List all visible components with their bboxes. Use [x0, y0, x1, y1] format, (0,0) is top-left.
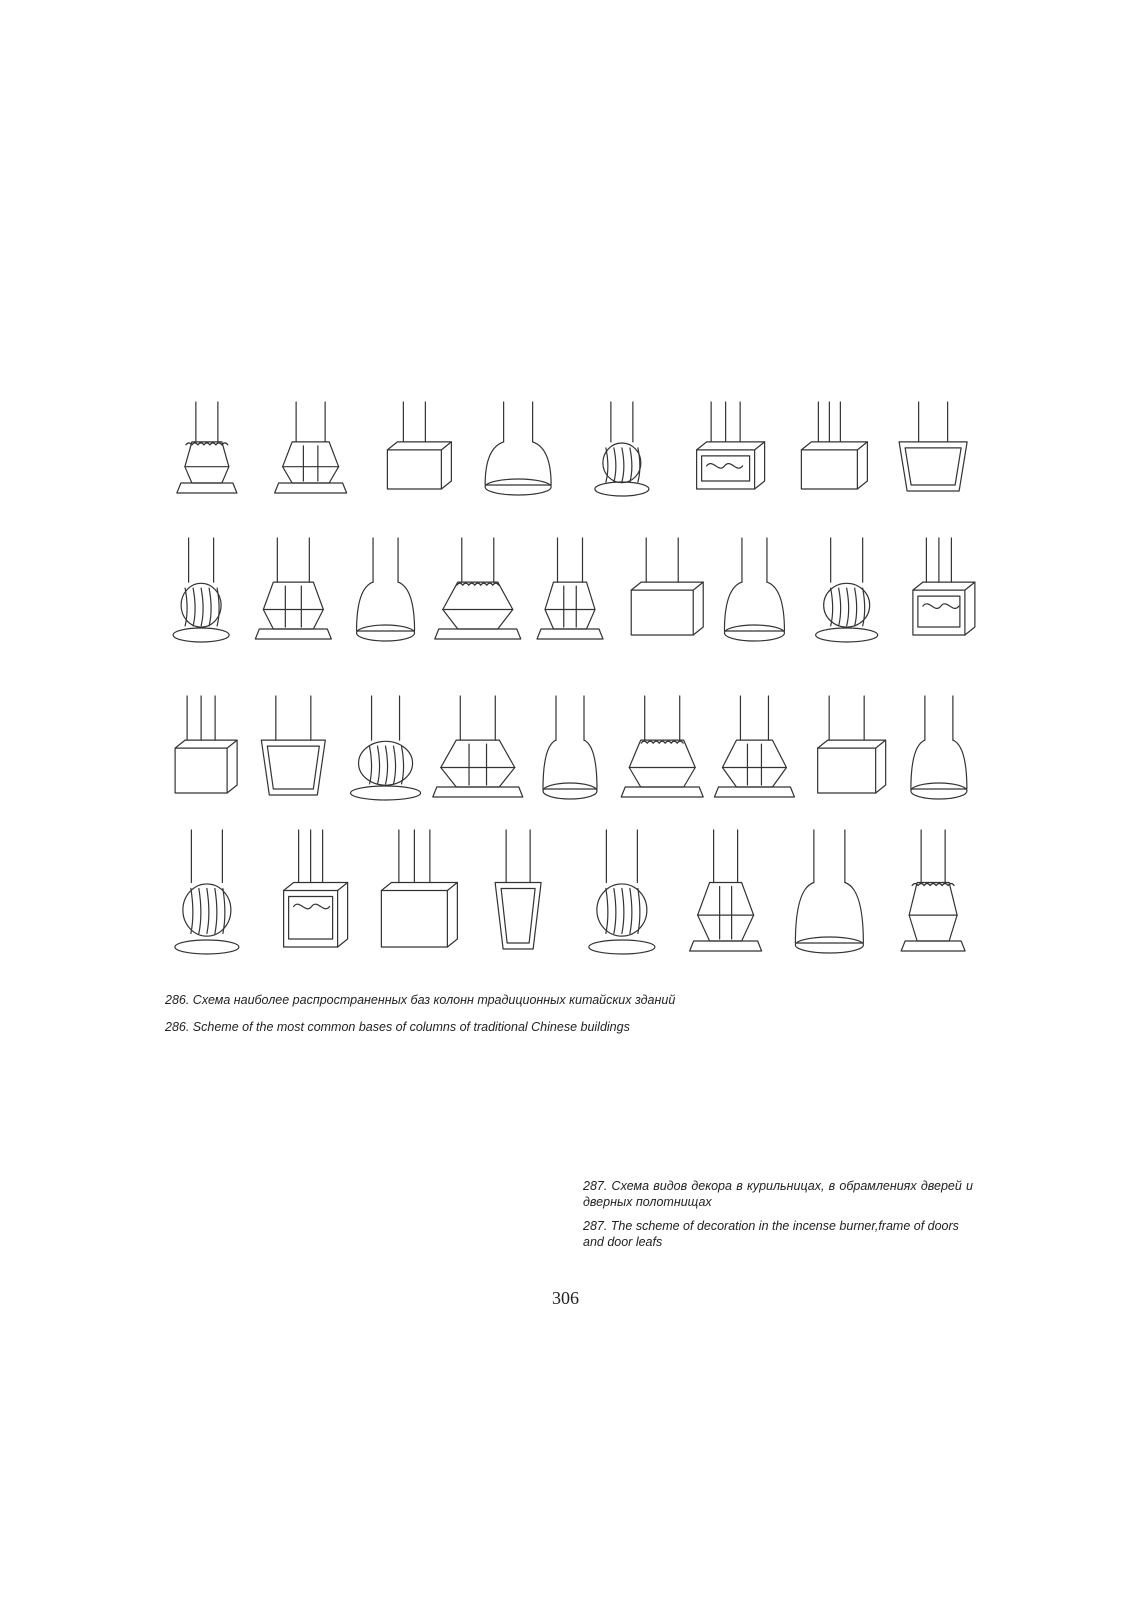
column-base-item	[357, 538, 415, 641]
figure-287-caption-en: 287. The scheme of decoration in the incense burner,frame of doors and door leafs	[583, 1219, 959, 1249]
column-base-item	[724, 538, 784, 641]
column-base-item	[537, 538, 603, 639]
column-base-item	[433, 696, 523, 797]
column-base-item	[801, 402, 867, 489]
column-bases-drawing	[155, 398, 985, 988]
column-base-item	[173, 538, 229, 642]
column-base-item	[621, 696, 703, 797]
column-bases-figure	[155, 398, 985, 988]
column-base-item	[714, 696, 794, 797]
column-base-item	[255, 538, 331, 639]
column-base-item	[795, 830, 863, 953]
column-base-item	[177, 402, 237, 493]
figure-286-caption-ru: 286. Схема наиболее распространенных баз колонн традиционных китайских зданий	[165, 993, 676, 1007]
column-base-item	[690, 830, 762, 951]
column-base-item	[275, 402, 347, 493]
page-number: 306	[552, 1288, 579, 1308]
column-base-item	[261, 696, 325, 795]
column-base-item	[485, 402, 551, 495]
column-base-item	[913, 538, 975, 635]
figure-286-caption-en: 286. Scheme of the most common bases of columns of traditional Chinese buildings	[165, 1020, 630, 1034]
column-base-item	[595, 402, 649, 496]
column-base-item	[911, 696, 967, 799]
column-base-item	[631, 538, 703, 635]
column-base-item	[589, 830, 655, 954]
column-base-item	[899, 402, 967, 491]
column-base-item	[543, 696, 597, 799]
figure-287-caption-ru: 287. Схема видов декора в курильницах, в обрамлениях дверей и дверных полотнищах	[583, 1179, 973, 1209]
column-base-item	[697, 402, 765, 489]
column-base-item	[435, 538, 521, 639]
column-base-item	[381, 830, 457, 947]
column-base-item	[495, 830, 541, 949]
column-base-item	[175, 696, 237, 793]
column-base-item	[351, 696, 421, 800]
column-base-item	[284, 830, 348, 947]
column-base-item	[901, 830, 965, 951]
column-base-item	[175, 830, 239, 954]
column-base-item	[387, 402, 451, 489]
column-base-item	[818, 696, 886, 793]
column-base-item	[816, 538, 878, 642]
